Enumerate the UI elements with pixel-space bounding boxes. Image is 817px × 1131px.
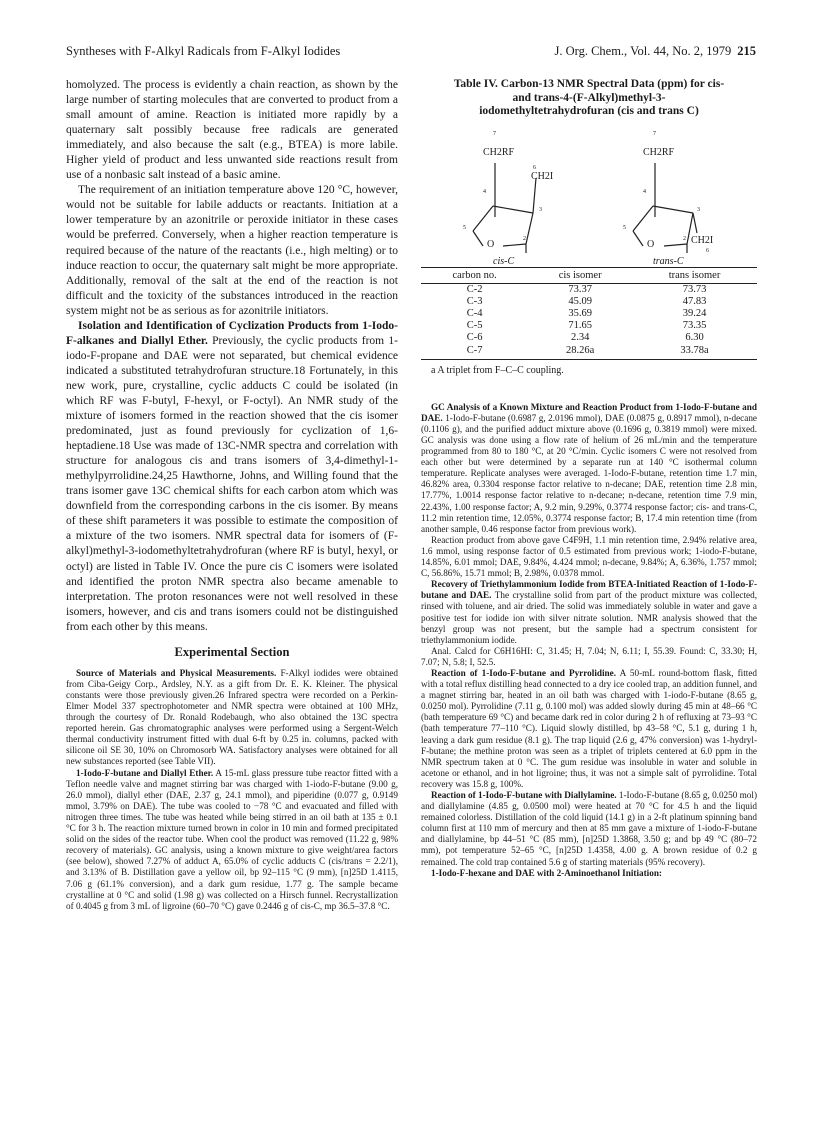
table-row <box>421 283 757 296</box>
table-title <box>421 78 757 119</box>
trans-ch2rf-label: CH2RF <box>643 146 675 158</box>
header-title: Syntheses with F-Alkyl Radicals from F-Alkyl Iodides <box>66 44 341 58</box>
cis-ch2i-label: CH2I <box>531 170 554 182</box>
paragraph-isolation <box>66 319 398 635</box>
paragraph-recovery <box>421 579 757 646</box>
table-cell: 2.34 <box>570 332 590 344</box>
cis-label: cis-C <box>493 255 515 267</box>
pyrrolidine-body: A 50-mL round-bottom flask, fitted with a total reflux distilling head connected to a dry ice cooled trap, an addition funnel, and a magnet stirring bar, heated in an oil bath was charged with 1-iodo-F-butane (8.65 g, 0.0250 mol). Pyrrolidine (7.11 g, 0.100 mol) was added slowly during 45 min at 48–66 °C (bath temperature 69 °C) and became dark red in color during 2 h of refluxing at 73–93 °C (bath temperature 77–110 °C). Liquid slowly distilled, bp 43–58 °C, 5.1 g, during 1 h, leaving a dark gum residue (8.1 g). The trap liquid (2.6 g, 47% conversion) was 1-hydryl-F-butane; the methine proton was seen as a triplet of triplets centered at 6.0 ppm in the NMR spectrum taken at 0 °C. The gum residue was insoluble in water and soluble in acetone or ethanol, and in hot ligroine; thus, it was not a simple salt of pyrrolidine. Total recovery was 15.8 g, 100%. <box>421 667 758 789</box>
cis-atom-6: 6 <box>533 164 536 171</box>
butane-dae-heading: 1-Iodo-F-butane and Diallyl Ether. <box>76 767 214 778</box>
table-cell: C-3 <box>466 295 483 307</box>
paragraph-materials <box>66 668 398 768</box>
table-cell: C-7 <box>421 345 528 360</box>
gc-analysis-body: 1-Iodo-F-butane (0.6987 g, 2.0196 mmol), DAE (0.0875 g, 0.8917 mmol), n-decane (0.1106 g), and the purified adduct mixture above (0.1696 g, 0.3819 mmol) were mixed. GC analysis was done using a flow rate of helium of 26 mL/min and the temperature programmed from 80 to 180 °C, at 20 °C/min. Cyclic isomers C were not resolved from each other but were determined by a separate run at 140 °C isothermal column temperature. Replicate analyses were averaged. 1-Iodo-F-butane, retention time 1.7 min, 46.82% area, 0.3304 response factor relative to n-decane; DAE, retention time 2.8 min, 17.77%, 1.0014 response factor relative to n-decane; n-decane, retention time 7.9 min, 22.43%, 1.00 response factor; A, 9.2 min, 9.29%, 0.3774 response factor; cis- and trans-C, 11.2 min retention time, 12.05%, 0.3774 response factor; B, 17.4 min retention time (from another sample, 0.46 response factor from previous work). <box>421 412 757 534</box>
page-number: 215 <box>737 44 756 58</box>
table-title-line-3: iodomethyltetrahydrofuran (cis and trans C) <box>479 105 699 117</box>
cis-atom-5: 5 <box>463 224 466 231</box>
trans-ch2i-label: CH2I <box>691 234 714 246</box>
paragraph-diallylamine <box>421 790 757 868</box>
pyrrolidine-heading: Reaction of 1-Iodo-F-butane and Pyrrolidine. <box>431 667 617 678</box>
trans-atom-3: 3 <box>697 206 700 213</box>
diallylamine-heading: Reaction of 1-Iodo-F-butane with Diallylamine. <box>431 790 617 800</box>
recovery-heading: Recovery of Triethylammonium Iodide from BTEA-Initiated Reaction of 1-Iodo-F-butane and DAE. <box>421 579 757 601</box>
recovery-body: The crystalline solid from part of the product mixture was collected, rinsed with toluene, and air dried. The solid was immediately soluble in water and gave a positive test for iodide ion with silver nitrate solution. NMR analysis showed that the benzyl group was not present, but the sample had a spectrum consistent for triethylammonium iodide. <box>421 590 758 645</box>
trans-atom-5: 5 <box>623 224 626 231</box>
paragraph-initiation-temperature: The requirement of an initiation temperature above 120 °C, however, would not be suitable for labile adducts or reactants. Initiation at a lower temperature by an azonitrile or peroxide initiator in these cases would be preferred. Conversely, when a higher reaction temperature is required because of the nature of the reactants (i.e., high melting) or to induce reaction to occur, the quaternary salt might be more appropriate. Additionally, removal of the salt at the end of the reaction is not difficult and the toxicity of the substances introduced in the reaction system might not be as serious as for azonitrile initiators. <box>66 184 398 317</box>
table-cell: C-6 <box>466 332 483 344</box>
table-cell: 45.09 <box>568 295 592 307</box>
diallylamine-body: 1-Iodo-F-butane (8.65 g, 0.0250 mol) and diallylamine (4.85 g, 0.0500 mol) were heated at 70 °C for 4.5 h and the liquid remained colorless. Distillation of the cold liquid (14.1 g) in a 2-ft platinum spinning band column first at 110 mm of mercury and then at 85 mm gave a mixture of 1-iodo-F-butane and diallylamine, bp 44–51 °C (85 mm), [n]25D 1.3868, 3.50 g; and bp 49 °C (80–72 mm), pot temperature 52–65 °C, [n]25D 1.4358, 4.00 g. A brown residue of 0.2 g remained. The cold trap contained 5.6 g of starting materials (95% recovery). <box>421 790 758 867</box>
cis-atom-4: 4 <box>483 188 486 195</box>
table-cell: 35.69 <box>568 307 592 319</box>
table-cell: C-2 <box>466 283 483 295</box>
table-cell: 47.83 <box>682 295 707 307</box>
table-cell: 39.24 <box>682 307 707 319</box>
trans-ring-oxygen: O <box>647 238 655 250</box>
table-footnote: a A triplet from F–C–C coupling. <box>431 364 564 376</box>
isolation-heading: Isolation and Identification of Cyclization Products from 1-Iodo-F-alkanes and Diallyl Ether. <box>66 319 398 347</box>
gc-analysis-heading: GC Analysis of a Known Mixture and Reaction Product from 1-Iodo-F-butane and DAE. <box>421 401 757 423</box>
trans-label: trans-C <box>653 255 684 267</box>
table-cell: 73.35 <box>682 320 707 332</box>
table-cell: 71.65 <box>568 320 592 332</box>
nmr-table <box>421 267 757 360</box>
structure-diagram <box>421 123 757 265</box>
paragraph-pyrrolidine <box>421 668 757 790</box>
paragraph-analysis: Anal. Calcd for C6H16HI: C, 31.45; H, 7.04; N, 6.11; I, 55.39. Found: C, 33.30; H, 7.07; N, 5.8; I, 52.5. <box>421 645 757 667</box>
table-title-line-1: Table IV. Carbon-13 NMR Spectral Data (ppm) for cis- <box>453 78 725 90</box>
cis-ring-oxygen: O <box>487 238 495 250</box>
butane-dae-body: A 15-mL glass pressure tube reactor fitted with a Teflon needle valve and magnet stirring bar was charged with 1-iodo-F-butane (9.00 g, 26.0 mmol), diallyl ether (DAE, 2.37 g, 24.1 mmol), and piperidine (0.077 g, 0.9149 mmol, 3.79% on DAE). The tube was cooled to −78 °C and evacuated and filled with nitrogen three times. The tube was heated while being stirred in an oil bath at 135 ± 0.1 °C for 3 h. The reaction mixture turned brown in color in 10 min and formed precipitated solid on the sides of the reactor tube. When cool the product was removed (11.22 g, 98% recovery of materials). GC analysis, using a known mixture to give weight/area factors (see below), showed 7.27% of adduct A, 65.0% of cyclic adducts C (cis/trans = 2.2/1), and 3.13% of B. Distillation gave a yellow oil, bp 92–115 °C (9 mm), [n]25D 1.4115, 7.06 g (61.1% conversion), and a dark gum residue, 1.77 g. The sample became crystalline at 0 °C and solid (1.98 g) was collected on a Hirsch funnel. Recrystallization of 0.4045 g from 3 mL of ligroine (60–70 °C) gave 0.2446 g of cis-C, mp 36.5–37.8 °C. <box>66 767 398 911</box>
table-row <box>421 320 757 332</box>
paragraph-hexane-dae <box>421 868 757 879</box>
cis-atom-2: 2 <box>523 235 526 242</box>
hexane-dae-heading: 1-Iodo-F-hexane and DAE with 2-Aminoethanol Initiation: <box>431 867 662 878</box>
column-header: trans isomer <box>632 267 757 283</box>
table-row <box>421 332 757 344</box>
column-header: carbon no. <box>421 267 528 283</box>
cis-atom-7: 7 <box>493 130 496 137</box>
header-journal: J. Org. Chem., Vol. 44, No. 2, 1979 <box>554 44 732 58</box>
table-row <box>421 345 757 360</box>
paragraph-butane-diallyl-ether <box>66 768 398 912</box>
table-cell: 6.30 <box>685 332 704 344</box>
column-header: cis isomer <box>528 267 632 283</box>
paragraph-reaction-product: Reaction product from above gave C4F9H, 1.1 min retention time, 2.94% relative area, 1.6 mmol, using response factor of 0.5 estimated from previous work; 1-iodo-F-butane, 14.85%, 6.01 mmol; DAE, 9.84%, 4.424 mmol; n-decane, 9.84%; A, 6.36%, 1.757 mmol; C, 56.86%, 15.71 mmol; B, 2.98%, 0.0378 mmol. <box>421 534 757 579</box>
table-cell: 73.37 <box>568 283 592 295</box>
table-header-row <box>421 267 757 283</box>
trans-atom-2: 2 <box>683 235 686 242</box>
left-column <box>66 78 398 912</box>
table-row <box>421 308 757 320</box>
table-cell: 33.78a <box>632 345 757 360</box>
table-title-line-2: and trans-4-(F-Alkyl)methyl-3- <box>512 91 666 104</box>
materials-body: F-Alkyl iodides were obtained from Ciba-Geigy Corp., Ardsley, N.Y. as a gift from Dr. E. K. Kleiner. The physical constants were those previously given.26 Infrared spectra were recorded on a Perkin-Elmer Model 337 spectrophotometer and NMR spectra were obtained at 100 MHz, through the courtesy of Dr. Ronald Rodebaugh, who also obtained the 13C spectra reported herein. Gas chromatographic analyses were performed using a Sergent-Welch thermal conductivity instrument fitted with dual 6-ft by 0.25 in. columns, packed with silicone oil SE 30, 10% on Chromosorb WA. Satisfactory analyses were obtained for all new substances reported (see Table VII). <box>66 667 399 767</box>
right-column <box>421 78 757 879</box>
experimental-heading: Experimental Section <box>174 644 290 659</box>
header-journal-info <box>554 44 756 59</box>
cis-atom-3: 3 <box>539 206 542 213</box>
materials-heading: Source of Materials and Physical Measurements. <box>76 667 277 678</box>
table-cell: 73.73 <box>682 283 707 295</box>
isolation-body: Previously, the cyclic products from 1-iodo-F-propane and DAE were not separated, but chemical evidence indicated a substituted tetrahydrofuran structure.18 Fortunately, in this new work, pure, crystalline, cyclic adducts C could be isolated (in which RF was F-butyl, F-hexyl, or F-octyl). An NMR study of the mixture of isomers formed in the reaction showed that the cis isomer predominated, just as found previously for cyclization of 1,6-heptadiene.18 Use was made of 13C-NMR spectra and correlation with structure for analogous cis and trans isomers of 3,4-dimethyl-1-methylpyrrolidine.24,25 Hawthorne, Johns, and Willing found that the trans isomer gave 13C chemical shifts for each carbon atom which was downfield from the corresponding carbons in the cis isomer. By means of these shift parameters it was possible to estimate the composition of a mixture of the two isomers. NMR spectral data for isomers of (F-alkyl)methyl-3-iodomethyltetrahydrofuran (where RF is butyl, hexyl, or octyl) are listed in Table IV. Once the pure cis C isomers were isolated and identified the proton NMR spectra also became amenable to interpretation. The proton resonances were not well resolved in these isomers, however, and cis and trans isomers could not be distinguished from each other by this means. <box>66 334 398 633</box>
paragraph-gc-analysis <box>421 402 757 535</box>
table-cell: 28.26a <box>528 345 632 360</box>
table-cell: C-5 <box>466 320 483 332</box>
cis-ch2rf-label: CH2RF <box>483 146 515 158</box>
trans-atom-4: 4 <box>643 188 646 195</box>
paragraph-chain-reaction: homolyzed. The process is evidently a chain reaction, as shown by the large number of starting molecules that are converted to product from a small amount of amine. Reaction is initiated more rapidly by a quaternary salt possibly because free radicals are generated immediately, and also because the salt (e.g., BTEA) is more labile. Higher yield of product and less unwanted side reactions result from use of a nonbasic salt instead of a basic amine. <box>66 79 398 182</box>
trans-atom-6: 6 <box>706 247 709 254</box>
table-row <box>421 296 757 308</box>
table-cell: C-4 <box>466 307 483 319</box>
experimental-text <box>66 668 398 912</box>
trans-atom-7: 7 <box>653 130 656 137</box>
